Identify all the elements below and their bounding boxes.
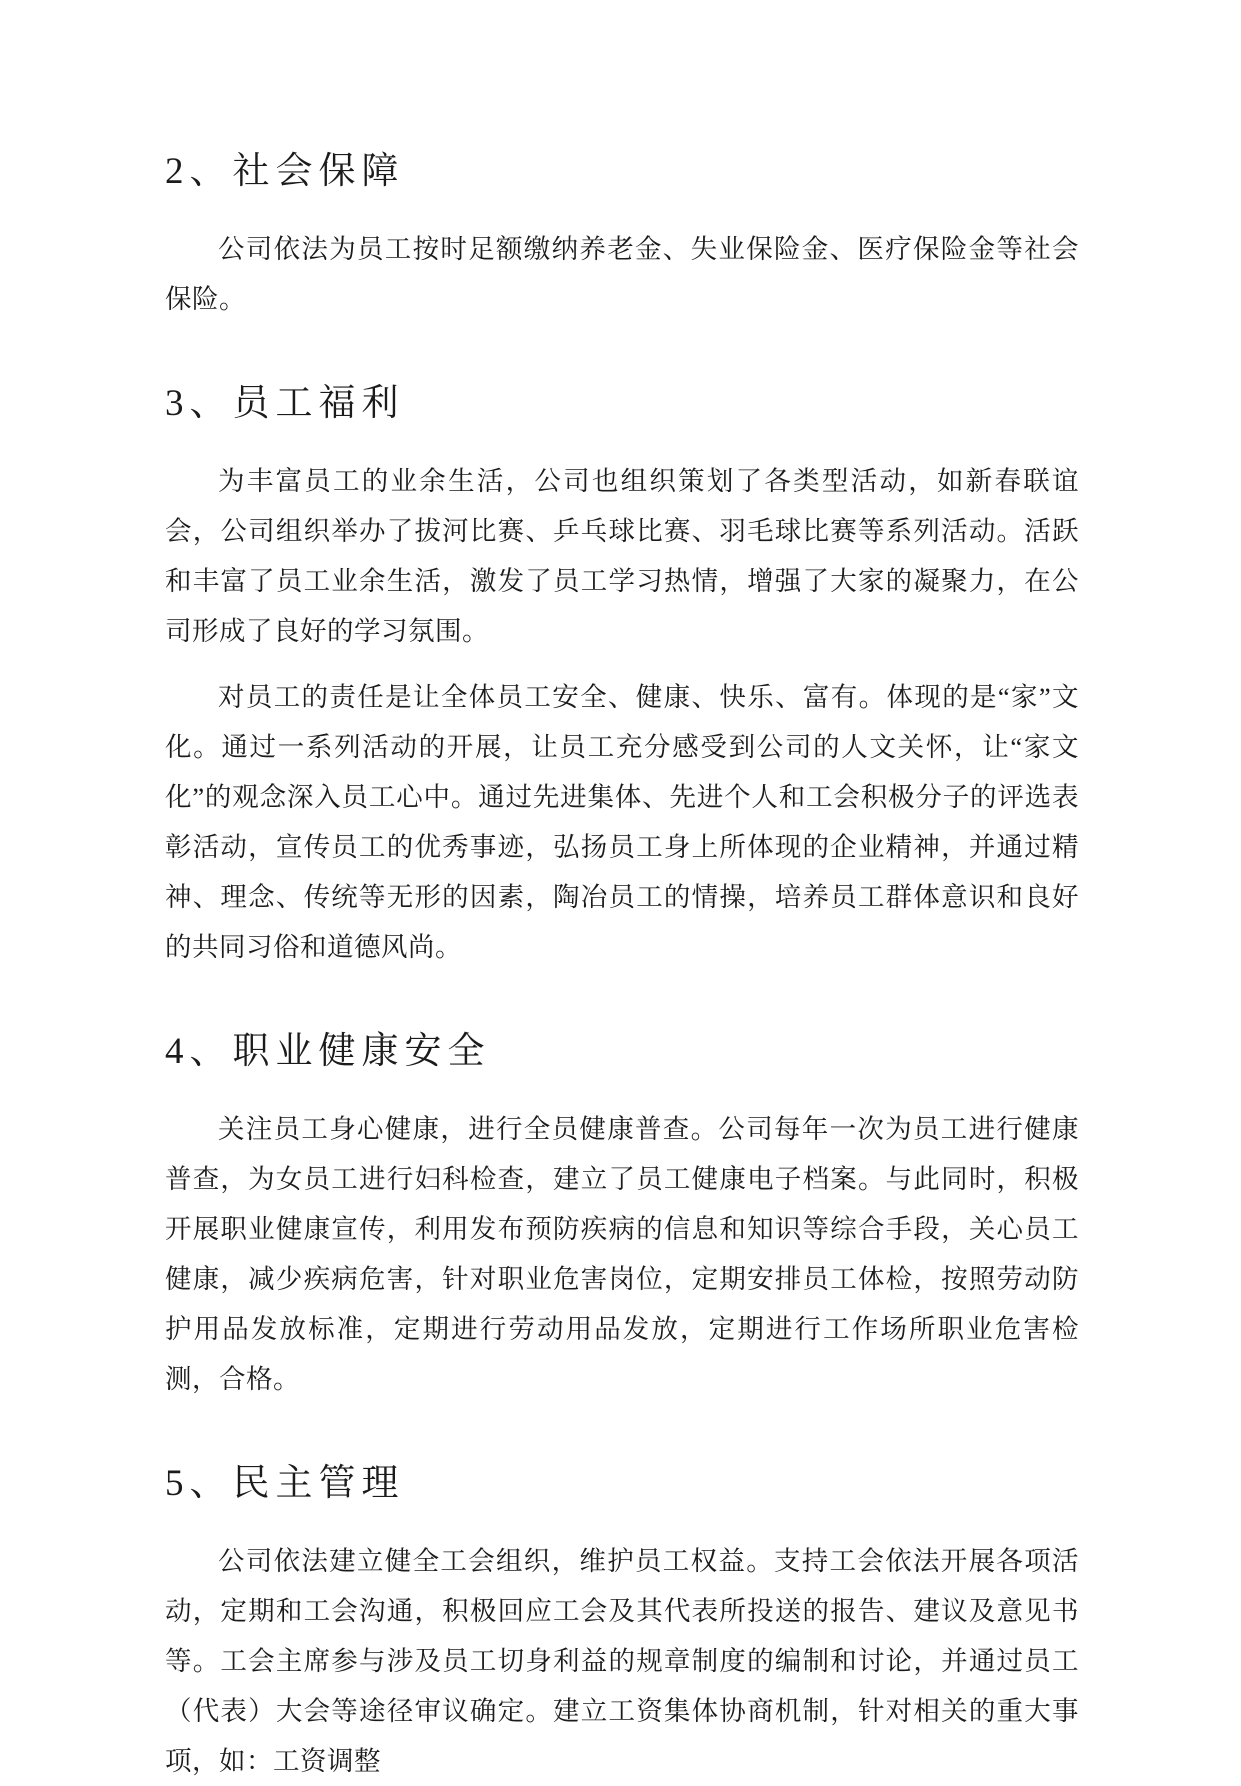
section-democratic-management bbox=[165, 1460, 1079, 1786]
paragraph: 公司依法建立健全工会组织，维护员工权益。支持工会依法开展各项活动，定期和工会沟通，积极回应工会及其代表所投送的报告、建议及意见书等。工会主席参与涉及员工切身利益的规章制度的编制和讨论，并通过员工（代表）大会等途径审议确定。建立工资集体协商机制，针对相关的重大事项，如：工资调整 bbox=[165, 1546, 1079, 1776]
section-heading-occupational-health-safety: 4、职业健康安全 bbox=[165, 1031, 491, 1072]
section-employee-welfare bbox=[165, 380, 1079, 972]
paragraph: 关注员工身心健康，进行全员健康普查。公司每年一次为员工进行健康普查，为女员工进行妇科检查，建立了员工健康电子档案。与此同时，积极开展职业健康宣传，利用发布预防疾病的信息和知识等综合手段，关心员工健康，减少疾病危害，针对职业危害岗位，定期安排员工体检，按照劳动防护用品发放标准，定期进行劳动用品发放，定期进行工作场所职业危害检测，合格。 bbox=[165, 1114, 1079, 1394]
paragraph: 为丰富员工的业余生活，公司也组织策划了各类型活动，如新春联谊会，公司组织举办了拔河比赛、乒乓球比赛、羽毛球比赛等系列活动。活跃和丰富了员工业余生活，激发了员工学习热情，增强了大家的凝聚力，在公司形成了良好的学习氛围。 bbox=[165, 466, 1079, 646]
section-occupational-health-safety bbox=[165, 1028, 1079, 1404]
section-heading-social-security: 2、社会保障 bbox=[165, 151, 405, 192]
paragraph: 对员工的责任是让全体员工安全、健康、快乐、富有。体现的是“家”文化。通过一系列活动的开展，让员工充分感受到公司的人文关怀，让“家文化”的观念深入员工心中。通过先进集体、先进个人和工会积极分子的评选表彰活动，宣传员工的优秀事迹，弘扬员工身上所体现的企业精神，并通过精神、理念、传统等无形的因素，陶冶员工的情操，培养员工群体意识和良好的共同习俗和道德风尚。 bbox=[165, 682, 1079, 962]
section-social-security bbox=[165, 148, 1079, 324]
section-heading-democratic-management: 5、民主管理 bbox=[165, 1463, 405, 1504]
section-heading-employee-welfare: 3、员工福利 bbox=[165, 383, 405, 424]
paragraph: 公司依法为员工按时足额缴纳养老金、失业保险金、医疗保险金等社会保险。 bbox=[165, 234, 1079, 314]
